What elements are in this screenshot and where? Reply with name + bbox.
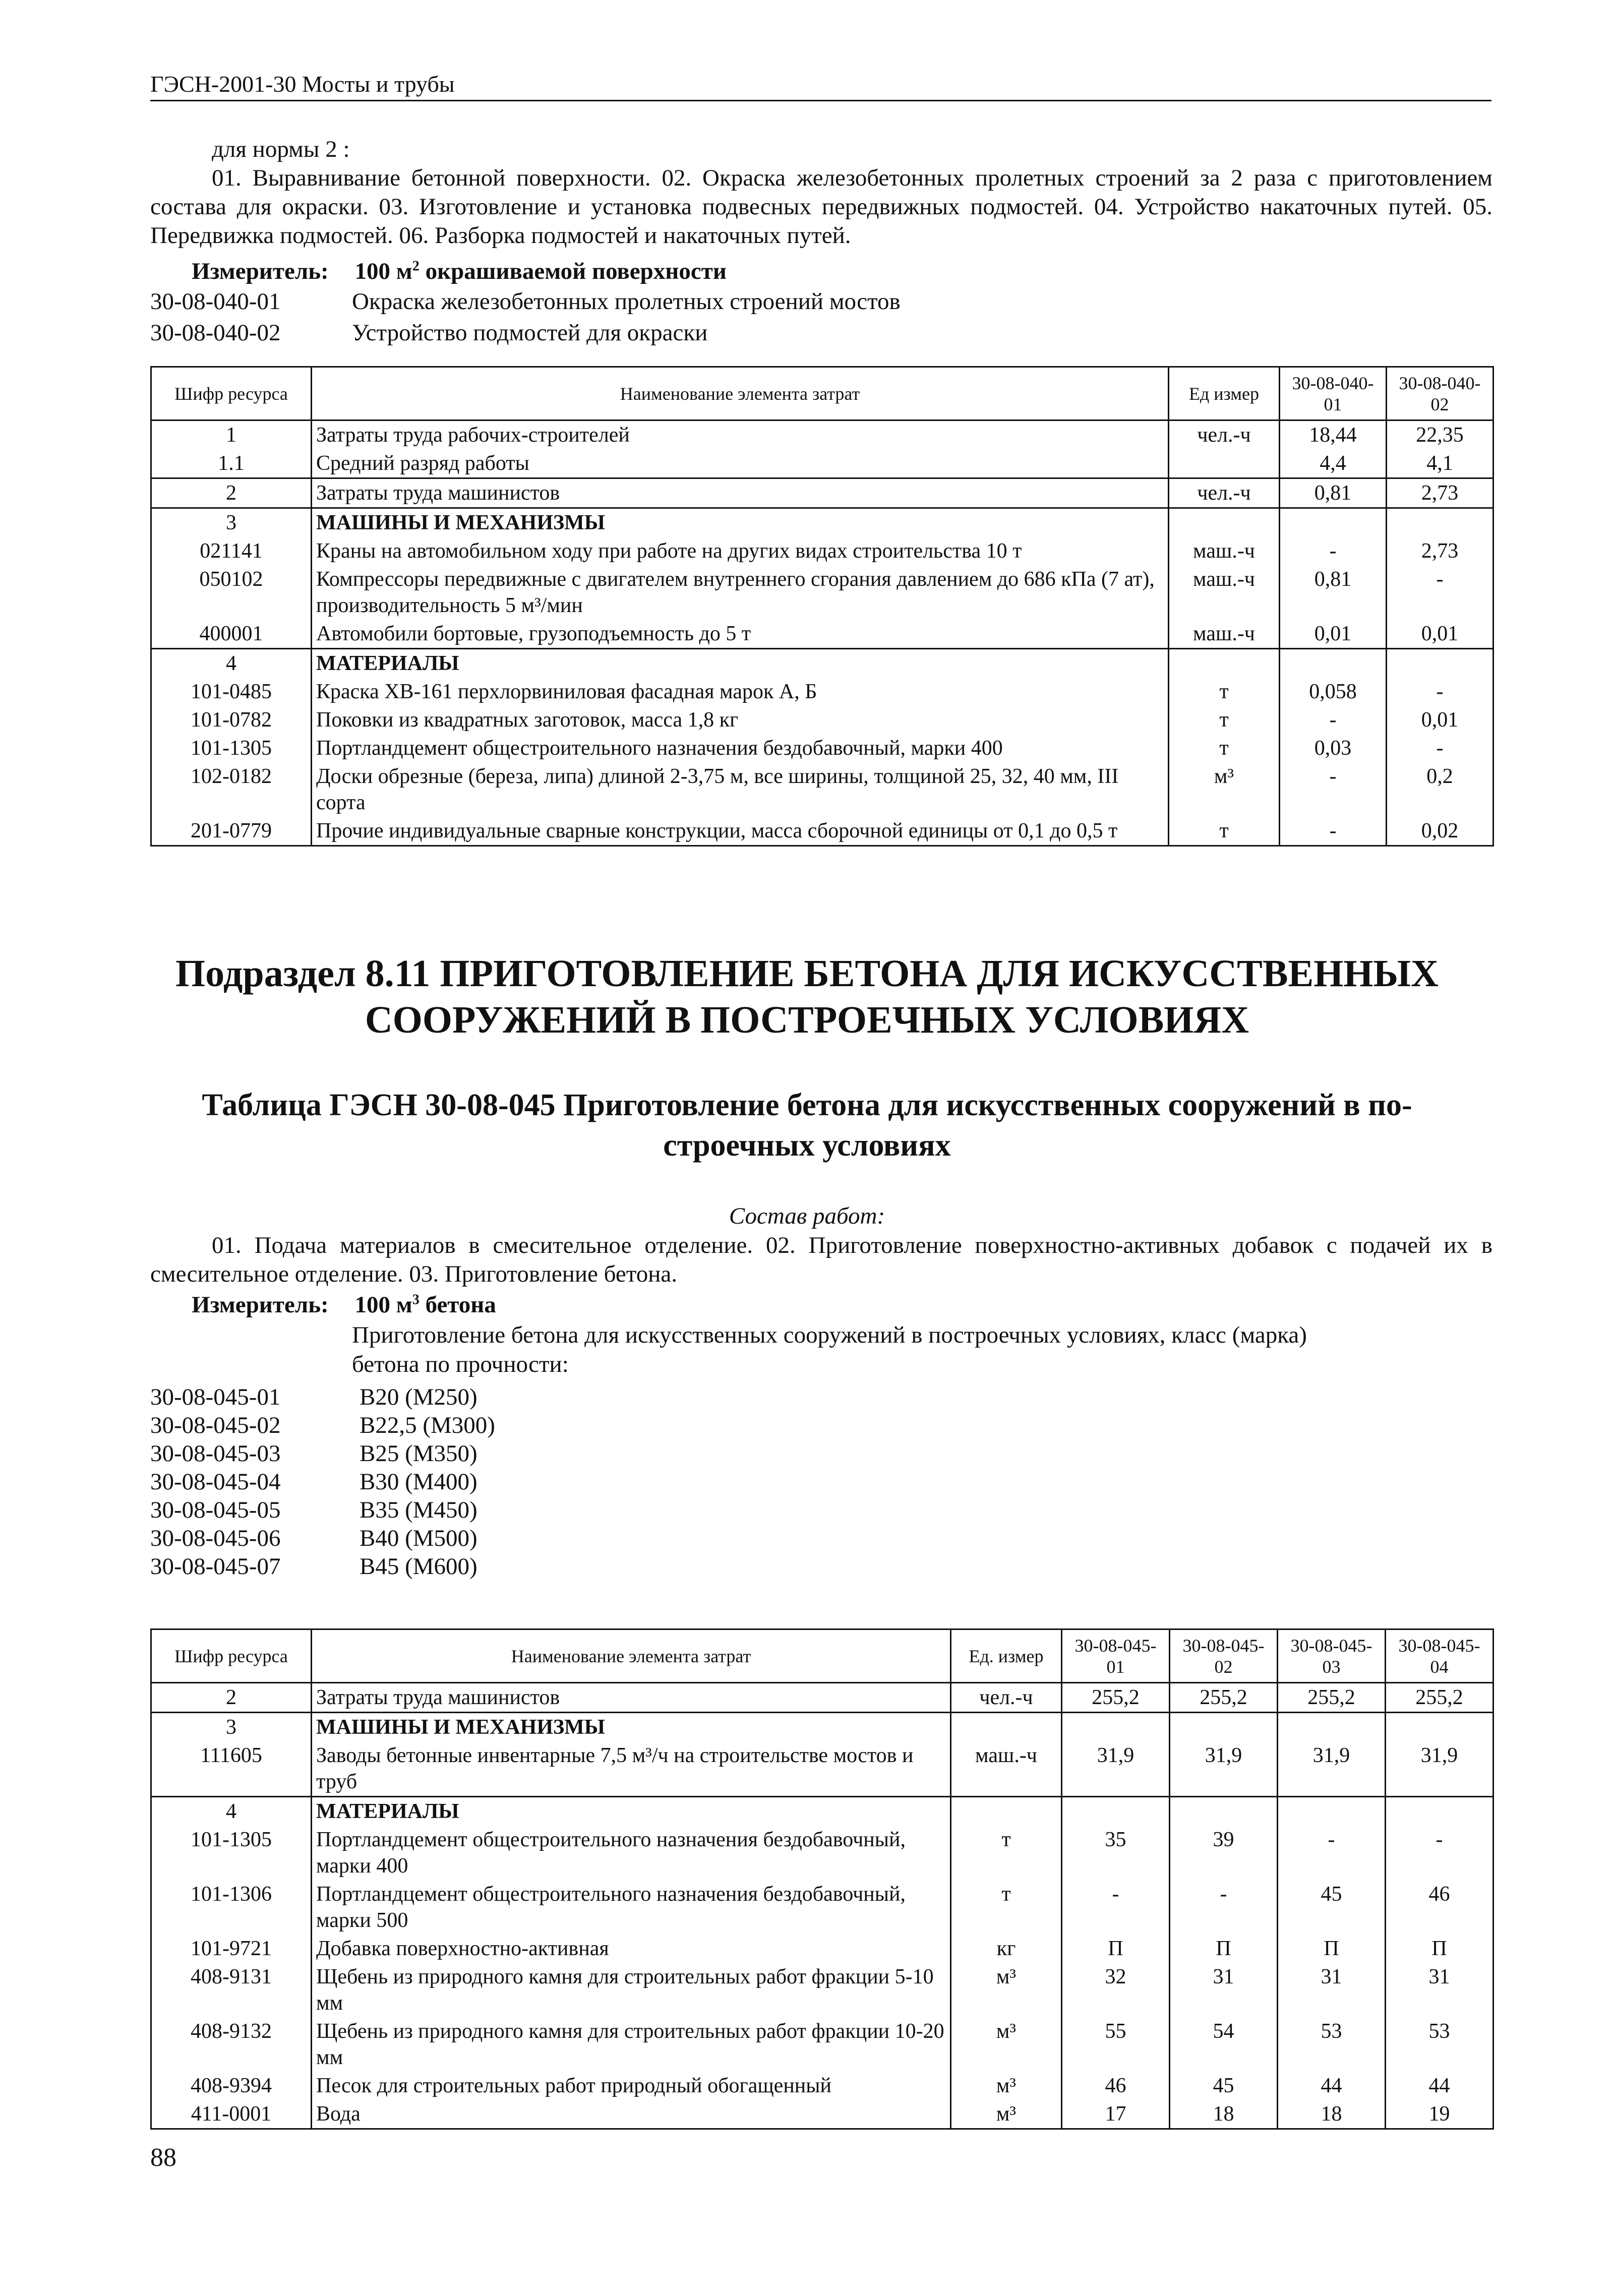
work-code-name: В20 (М250) [360,1384,477,1410]
cell-value: 31,9 [1386,1741,1493,1797]
cell-unit [1169,508,1280,537]
cell-value: 2,73 [1387,537,1493,565]
cell-code: 101-0782 [151,706,312,734]
cell-value: 53 [1386,2017,1493,2072]
cell-name: Портландцемент общестроительного назначения бездобавочный, марки 400 [312,1826,951,1880]
work-code: 30-08-045-04 [150,1469,281,1495]
cell-value: 46 [1386,1880,1493,1935]
header-rule [150,100,1491,101]
table-row [151,1880,1493,1935]
cell-code: 101-1305 [151,1826,312,1880]
cell-name: Песок для строительных работ природный обогащенный [312,2072,951,2100]
section-heading: МАТЕРИАЛЫ [312,1797,951,1826]
table-row [151,2072,1493,2100]
measure-label: Измеритель: [192,1292,329,1318]
cell-value [1278,1797,1386,1826]
table-row [151,420,1493,450]
work-code-row [150,1524,495,1552]
section-title-line: Подраздел 8.11 ПРИГОТОВЛЕНИЕ БЕТОНА ДЛЯ ИСКУССТВЕННЫХ [175,952,1439,995]
work-code-row [150,1439,495,1468]
cell-value [1280,649,1387,678]
measure-rest: окрашиваемой поверхности [419,258,727,284]
work-label: Состав работ: [729,1203,885,1229]
norm2-code-row [150,287,901,316]
cell-value: 255,2 [1278,1683,1386,1713]
table-row [151,537,1493,565]
cell-value: 0,01 [1387,620,1493,649]
cell-code: 408-9394 [151,2072,312,2100]
cell-value: - [1062,1880,1170,1935]
cell-value: 31 [1278,1963,1386,2017]
cell-code: 101-0485 [151,678,312,706]
cell-code: 400001 [151,620,312,649]
cell-value: 17 [1062,2100,1170,2129]
table-row [151,1741,1493,1797]
work-composition: 01. Подача материалов в смесительное отделение. 02. Приготовление поверхностно-активных добавок с подачей их в смесительное отделение. 03. Приготовление бетона. [150,1232,1492,1287]
work-code-name: В40 (М500) [360,1525,477,1551]
col-header-norm: 30-08-045-01 [1062,1629,1170,1683]
section-title [0,950,1614,1043]
work-description: Приготовление бетона для искусственных сооружений в построечных условиях, класс (марка) [352,1322,1307,1348]
cell-unit: т [1169,678,1280,706]
table-row [151,2100,1493,2129]
cell-value: 53 [1278,2017,1386,2072]
col-header-code: Шифр ресурса [151,367,312,420]
cell-name: Портландцемент общестроительного назначения бездобавочный, марки 500 [312,1880,951,1935]
cell-value: 0,01 [1280,620,1387,649]
table-heading-line: Таблица ГЭСН 30-08-045 Приготовление бетона для искусственных сооружений в по- [202,1088,1412,1122]
cell-value: 18,44 [1280,420,1387,450]
cell-value: 18 [1278,2100,1386,2129]
cell-value: 255,2 [1386,1683,1493,1713]
cell-value: 45 [1170,2072,1278,2100]
norm2-intro: для нормы 2 : [212,136,350,162]
table-row [151,706,1493,734]
cell-unit: чел.-ч [951,1683,1062,1713]
norm2-code: 30-08-040-02 [150,320,281,346]
cell-name: Поковки из квадратных заготовок, масса 1,8 кг [312,706,1169,734]
cell-unit: маш.-ч [951,1741,1062,1797]
cell-value: 31 [1170,1963,1278,2017]
cell-name: Щебень из природного камня для строительных работ фракции 5-10 мм [312,1963,951,2017]
table-row [151,817,1493,846]
cell-unit: т [1169,817,1280,846]
section-heading: МАШИНЫ И МЕХАНИЗМЫ [312,508,1169,537]
cell-value: 0,2 [1387,762,1493,817]
work-code: 30-08-045-06 [150,1525,281,1551]
cell-value: 45 [1278,1880,1386,1935]
norm2-code-name: Окраска железобетонных пролетных строений мостов [352,288,901,315]
cell-value: - [1170,1880,1278,1935]
cell-value [1386,1713,1493,1742]
cell-name: Прочие индивидуальные сварные конструкции, масса сборочной единицы от 0,1 до 0,5 т [312,817,1169,846]
cell-code: 050102 [151,565,312,620]
col-header-code: Шифр ресурса [151,1629,312,1683]
cell-unit: кг [951,1935,1062,1963]
cell-value: - [1280,706,1387,734]
work-code-name: В25 (М350) [360,1440,477,1467]
cell-value: - [1278,1826,1386,1880]
measure-sup: 2 [412,258,420,274]
cell-value: 31,9 [1170,1741,1278,1797]
work-code: 30-08-045-01 [150,1384,281,1410]
cell-value: 0,02 [1387,817,1493,846]
cell-value: 44 [1386,2072,1493,2100]
cell-unit: маш.-ч [1169,537,1280,565]
cell-unit: м³ [951,2100,1062,2129]
col-header-norm: 30-08-040-01 [1280,367,1387,420]
table-row [151,1963,1493,2017]
cell-value: 255,2 [1170,1683,1278,1713]
cell-value: П [1278,1935,1386,1963]
work-code-name: В35 (М450) [360,1497,477,1523]
work-code: 30-08-045-07 [150,1553,281,1580]
cell-value: - [1386,1826,1493,1880]
cell-value [1280,508,1387,537]
table-row [151,1935,1493,1963]
work-code-row [150,1496,495,1524]
cell-name: Вода [312,2100,951,2129]
table-row [151,449,1493,478]
cell-name: Добавка поверхностно-активная [312,1935,951,1963]
col-header-name: Наименование элемента затрат [312,367,1169,420]
table-heading-line: строечных условиях [663,1128,951,1163]
cell-unit: м³ [951,2017,1062,2072]
cell-value [1170,1713,1278,1742]
work-code-name: В45 (М600) [360,1553,477,1580]
cell-unit: т [951,1880,1062,1935]
cell-value: 54 [1170,2017,1278,2072]
cell-value [1278,1713,1386,1742]
cell-unit: маш.-ч [1169,565,1280,620]
col-header-norm: 30-08-045-04 [1386,1629,1493,1683]
cell-code: 101-1305 [151,734,312,762]
cell-value: 0,81 [1280,478,1387,508]
cell-unit: т [1169,734,1280,762]
table-row [151,508,1493,537]
cell-code: 4 [151,1797,312,1826]
norm2-code: 30-08-040-01 [150,288,281,315]
cell-value: - [1280,817,1387,846]
cell-code: 3 [151,1713,312,1742]
cell-name: Средний разряд работы [312,449,1169,478]
work-code-row [150,1552,495,1581]
cell-value: 39 [1170,1826,1278,1880]
cell-unit: маш.-ч [1169,620,1280,649]
col-header-name: Наименование элемента затрат [312,1629,951,1683]
cell-value: - [1387,678,1493,706]
cell-unit: м³ [951,2072,1062,2100]
table-heading [0,1085,1614,1166]
cell-unit [951,1797,1062,1826]
cell-code: 101-9721 [151,1935,312,1963]
cell-code: 111605 [151,1741,312,1797]
cell-value: - [1280,762,1387,817]
resource-table-1 [150,366,1494,847]
col-header-norm: 30-08-045-02 [1170,1629,1278,1683]
col-header-unit: Ед. измер [951,1629,1062,1683]
cell-value [1386,1797,1493,1826]
table-row [151,2017,1493,2072]
cell-name: Компрессоры передвижные с двигателем внутреннего сгорания давлением до 686 кПа (7 ат), производительность 5 м³/мин [312,565,1169,620]
table-row [151,1826,1493,1880]
cell-value: 31,9 [1062,1741,1170,1797]
page-number: 88 [150,2143,176,2172]
table-row [151,1683,1493,1713]
table-row [151,620,1493,649]
measure-rest: бетона [419,1292,496,1318]
norm2-measure [192,257,727,286]
section-heading: МАТЕРИАЛЫ [312,649,1169,678]
cell-value: - [1387,734,1493,762]
work-code-row [150,1468,495,1496]
cell-value: 2,73 [1387,478,1493,508]
cell-code: 102-0182 [151,762,312,817]
cell-name: Портландцемент общестроительного назначения бездобавочный, марки 400 [312,734,1169,762]
cell-value: 32 [1062,1963,1170,2017]
cell-code: 408-9132 [151,2017,312,2072]
running-header: ГЭСН-2001-30 Мосты и трубы [150,71,455,97]
cell-value [1062,1713,1170,1742]
cell-value [1170,1797,1278,1826]
cell-name: Краска ХВ-161 перхлорвиниловая фасадная марок А, Б [312,678,1169,706]
cell-value: 0,058 [1280,678,1387,706]
work-code: 30-08-045-05 [150,1497,281,1523]
cell-value [1387,649,1493,678]
work-code-list [150,1383,495,1581]
work-description: бетона по прочности: [352,1351,569,1377]
work-code-name: В22,5 (М300) [360,1412,495,1438]
table-row [151,649,1493,678]
cell-value: - [1280,537,1387,565]
norm2-code-name: Устройство подмостей для окраски [352,320,708,346]
table-row [151,762,1493,817]
cell-unit: т [951,1826,1062,1880]
section-title-line: СООРУЖЕНИЙ В ПОСТРОЕЧНЫХ УСЛОВИЯХ [365,999,1249,1041]
cell-code: 201-0779 [151,817,312,846]
cell-value: П [1062,1935,1170,1963]
cell-value: 22,35 [1387,420,1493,450]
work-code: 30-08-045-03 [150,1440,281,1467]
cell-value: 255,2 [1062,1683,1170,1713]
cell-code: 411-0001 [151,2100,312,2129]
cell-code: 2 [151,1683,312,1713]
cell-value [1062,1797,1170,1826]
cell-value: 46 [1062,2072,1170,2100]
cell-name: Щебень из природного камня для строительных работ фракции 10-20 мм [312,2017,951,2072]
measure-sup: 3 [412,1292,420,1308]
work-code-name: В30 (М400) [360,1469,477,1495]
measure-value: 100 м [354,1292,412,1318]
cell-name: Доски обрезные (береза, липа) длиной 2-3,75 м, все ширины, толщиной 25, 32, 40 мм, III сорта [312,762,1169,817]
measure-value: 100 м [354,258,412,284]
cell-value: 0,01 [1387,706,1493,734]
cell-unit [1169,449,1280,478]
cell-value: 35 [1062,1826,1170,1880]
col-header-norm: 30-08-045-03 [1278,1629,1386,1683]
cell-value: 18 [1170,2100,1278,2129]
norm2-composition: 01. Выравнивание бетонной поверхности. 02. Окраска железобетонных пролетных строений за 2 раза с приготовлением состава для окраски. 03. Изготовление и установка подвесных передвижных подмостей. 04. Устройство накаточных путей. 05. Передвижка подмостей. 06. Разборка подмостей и накаточных путей. [150,165,1492,249]
cell-code: 408-9131 [151,1963,312,2017]
cell-unit [951,1713,1062,1742]
cell-code: 3 [151,508,312,537]
cell-value: 0,81 [1280,565,1387,620]
cell-code: 021141 [151,537,312,565]
cell-value: 55 [1062,2017,1170,2072]
cell-value: 0,03 [1280,734,1387,762]
cell-name: Краны на автомобильном ходу при работе на других видах строительства 10 т [312,537,1169,565]
work-code-row [150,1411,495,1439]
cell-value: П [1170,1935,1278,1963]
cell-code: 101-1306 [151,1880,312,1935]
cell-value [1387,508,1493,537]
cell-name: Затраты труда машинистов [312,1683,951,1713]
cell-name: Заводы бетонные инвентарные 7,5 м³/ч на строительстве мостов и труб [312,1741,951,1797]
cell-code: 1.1 [151,449,312,478]
cell-code: 1 [151,420,312,450]
work-measure [192,1291,496,1319]
measure-label: Измеритель: [192,258,329,284]
cell-unit: т [1169,706,1280,734]
table-row [151,478,1493,508]
cell-value: П [1386,1935,1493,1963]
cell-value: 4,4 [1280,449,1387,478]
cell-unit [1169,649,1280,678]
work-code: 30-08-045-02 [150,1412,281,1438]
cell-value: 19 [1386,2100,1493,2129]
cell-unit: чел.-ч [1169,478,1280,508]
cell-value: 4,1 [1387,449,1493,478]
work-code-row [150,1383,495,1411]
table-row [151,678,1493,706]
col-header-unit: Ед измер [1169,367,1280,420]
cell-value: - [1387,565,1493,620]
norm2-code-row [150,319,707,347]
cell-value: 31,9 [1278,1741,1386,1797]
cell-value: 44 [1278,2072,1386,2100]
cell-code: 4 [151,649,312,678]
cell-name: Автомобили бортовые, грузоподъемность до 5 т [312,620,1169,649]
table-row [151,1797,1493,1826]
cell-name: Затраты труда рабочих-строителей [312,420,1169,450]
cell-unit: м³ [1169,762,1280,817]
resource-table-2 [150,1628,1494,2130]
cell-code: 2 [151,478,312,508]
col-header-norm: 30-08-040-02 [1387,367,1493,420]
table-row [151,734,1493,762]
cell-value: 31 [1386,1963,1493,2017]
section-heading: МАШИНЫ И МЕХАНИЗМЫ [312,1713,951,1742]
cell-unit: чел.-ч [1169,420,1280,450]
cell-unit: м³ [951,1963,1062,2017]
table-row [151,1713,1493,1742]
cell-name: Затраты труда машинистов [312,478,1169,508]
table-row [151,565,1493,620]
